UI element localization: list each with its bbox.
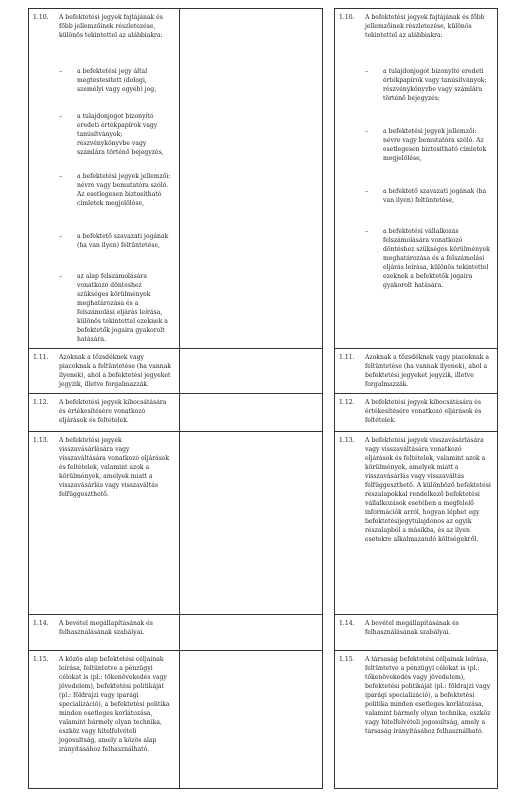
- section-text: Azoknak a tőzsdéknek vagy piacoknak a feltüntetése (ha vannak ilyenek), ahol a befektetési jegyeket jegyzik, illetve forgalmazzák.: [59, 354, 172, 388]
- section-number: 1.13.: [339, 437, 355, 444]
- dash-marker: –: [59, 233, 63, 240]
- section-number: 1.12.: [33, 399, 49, 406]
- dash-marker: –: [365, 128, 369, 135]
- dash-marker: –: [365, 188, 369, 195]
- section-text: A befektetési jegyek visszavásárlására vagy visszaváltására vonatkozó eljárások és feltételek, valamint azok a körülmények, amelyek miatt a visszavásárlás vagy visszaváltás felfüggeszthető.: [59, 437, 170, 498]
- list-item: [59, 172, 173, 208]
- table-row: [178, 393, 322, 432]
- table-row: [29, 348, 179, 394]
- dash-marker: –: [59, 113, 63, 120]
- section-text: A bevétel megállapításának és felhasználásának szabályai.: [59, 620, 153, 636]
- dash-marker: –: [365, 228, 369, 235]
- section-text: A befektetési jegyek kibocsátására és értékesítésére vonatkozó eljárások és feltételek.: [365, 399, 482, 424]
- list-item-text: a befektetési jegy által megtestesített (dologi, személyi vagy egyéb) jog,: [77, 68, 157, 93]
- list-item: [59, 67, 173, 94]
- table-row: [335, 348, 497, 394]
- section-number: 1.13.: [33, 437, 49, 444]
- section-intro: A befektetési jegyek fajtájának és főbb jellemzőinek részletezése, különös tekintettel az alábbiakra:: [59, 14, 163, 39]
- table-row: [335, 650, 497, 789]
- section-number: 1.15.: [33, 656, 49, 663]
- section-number: 1.10.: [339, 14, 355, 21]
- list-item-text: a befektető szavazati jogának (ha van ilyen) feltüntetése,: [77, 233, 169, 249]
- list-item: [365, 127, 491, 163]
- section-number: 1.14.: [339, 620, 355, 627]
- table-row: [178, 614, 322, 651]
- section-text: Azoknak a tőzsdéknek vagy piacoknak a feltüntetése (ha vannak ilyenek), ahol a befektetési jegyeket jegyzik, illetve forgalmazzák.: [365, 354, 489, 388]
- dash-marker: –: [365, 68, 369, 75]
- middle-column: [178, 8, 323, 789]
- dash-marker: –: [59, 68, 63, 75]
- right-column: [334, 8, 498, 789]
- table-row: [29, 431, 179, 615]
- section-number: 1.12.: [339, 399, 355, 406]
- section-number: 1.15.: [339, 656, 355, 663]
- table-row: [335, 614, 497, 651]
- list-item: [59, 272, 173, 344]
- section-text: A befektetési jegyek kibocsátására és értékesítésére vonatkozó eljárások és feltételek.: [59, 399, 167, 424]
- dash-marker: –: [59, 173, 63, 180]
- table-row: [29, 650, 179, 789]
- list-item-text: a befektetési jegyek jellemzői: névre vagy bemutatóra szóló. Az esetlegesen biztosítható címletek megjelölése,: [383, 128, 487, 162]
- section-number: 1.10.: [33, 14, 49, 21]
- list-item-text: a befektető szavazati jogának (ha van ilyen) feltüntetése,: [383, 188, 487, 204]
- list-item: [365, 227, 491, 290]
- table-row: [178, 650, 322, 789]
- list-item: [365, 67, 491, 103]
- section-number: 1.14.: [33, 620, 49, 627]
- section-intro: A befektetési jegyek fajtájának és főbb jellemzőinek részletezése, különös tekintettel az alábbiakra:: [365, 14, 485, 39]
- table-row: [335, 8, 497, 349]
- dash-marker: –: [59, 273, 63, 280]
- comparison-table: [28, 8, 496, 792]
- list-item-text: az alap felszámolására vonatkozó döntéshez szükséges körülmények meghatározása és a felszámolási eljárás leírása, különös tekintettel ezeknek a befektetők jogaira gyakorolt hatására.: [77, 273, 168, 343]
- table-row: [29, 393, 179, 432]
- section-text: A befektetési jegyek visszavásárlására vagy visszaváltására vonatkozó eljárások és feltételek, valamint azok a körülmények, amelyek miatt a visszavásárlás vagy visszaváltás felfüggeszthető. A különböző befektetési részalapokkal rendelkező befektetési vállalkozások esetében a megfelelő információk arról, hogyan léphet egy befektetésijegytulajdonos az egyik részalapból a másikba, és az ilyen esetekre alkalmazandó költségekről.: [365, 437, 491, 543]
- table-row: [29, 8, 179, 349]
- left-column: [28, 8, 180, 789]
- table-row: [178, 431, 322, 615]
- section-text: A bevétel megállapításának és felhasználásának szabályai.: [365, 620, 459, 636]
- list-item-text: a befektetési jegyek jellemzői: névre vagy bemutatóra szóló. Az esetlegesen biztosítható címletek megjelölése,: [77, 173, 171, 207]
- section-number: 1.11.: [33, 354, 49, 361]
- list-item-text: a tulajdonjogot bizonyító eredeti értékpapírok vagy tanúsítványok; részvénykönyvbe vagy számlára történő bejegyzés,: [77, 113, 164, 156]
- list-item-text: a befektetési vállalkozás felszámolására vonatkozó döntéshez szükséges körülmények meghatározása és a felszámolási eljárás leírása, különös tekintettel ezeknek a befektetők jogaira gyakorolt hatására.: [383, 228, 490, 289]
- section-text: A közös alap befektetési céljainak leírása, feltüntetve a pénzügyi célokat is (pl.: tőkenövekedés vagy jövedelem), befektetési politikáját (pl.: földrajzi vagy iparági specializáció), a befektetési politika minden esetleges korlátozása, valamint bármely olyan technika, eszköz vagy hitelfelvételi jogosultság, amely a közös alap irányításához felhasználható.: [59, 656, 170, 753]
- table-row: [335, 393, 497, 432]
- section-text: A társaság befektetési céljainak leírása, feltüntetve a pénzügyi célokat is (pl.: tőkenövekedés vagy jövedelem), befektetési politikáját (pl.: földrajzi vagy iparági specializáció), a befektetési politika minden esetleges korlátozása, valamint bármely olyan technika, eszköz vagy hitelfelvételi jogosultság, amely a társaság irányításához felhasználható.: [365, 656, 491, 735]
- table-row: [178, 8, 322, 349]
- table-row: [29, 614, 179, 651]
- list-item: [59, 112, 173, 157]
- table-row: [178, 348, 322, 394]
- table-row: [335, 431, 497, 615]
- list-item: [59, 232, 173, 250]
- section-number: 1.11.: [339, 354, 355, 361]
- list-item-text: a tulajdonjogot bizonyító eredeti értékpapírok vagy tanúsítványok; részvénykönyvbe vagy számlára történő bejegyzés;: [383, 68, 487, 102]
- list-item: [365, 187, 491, 205]
